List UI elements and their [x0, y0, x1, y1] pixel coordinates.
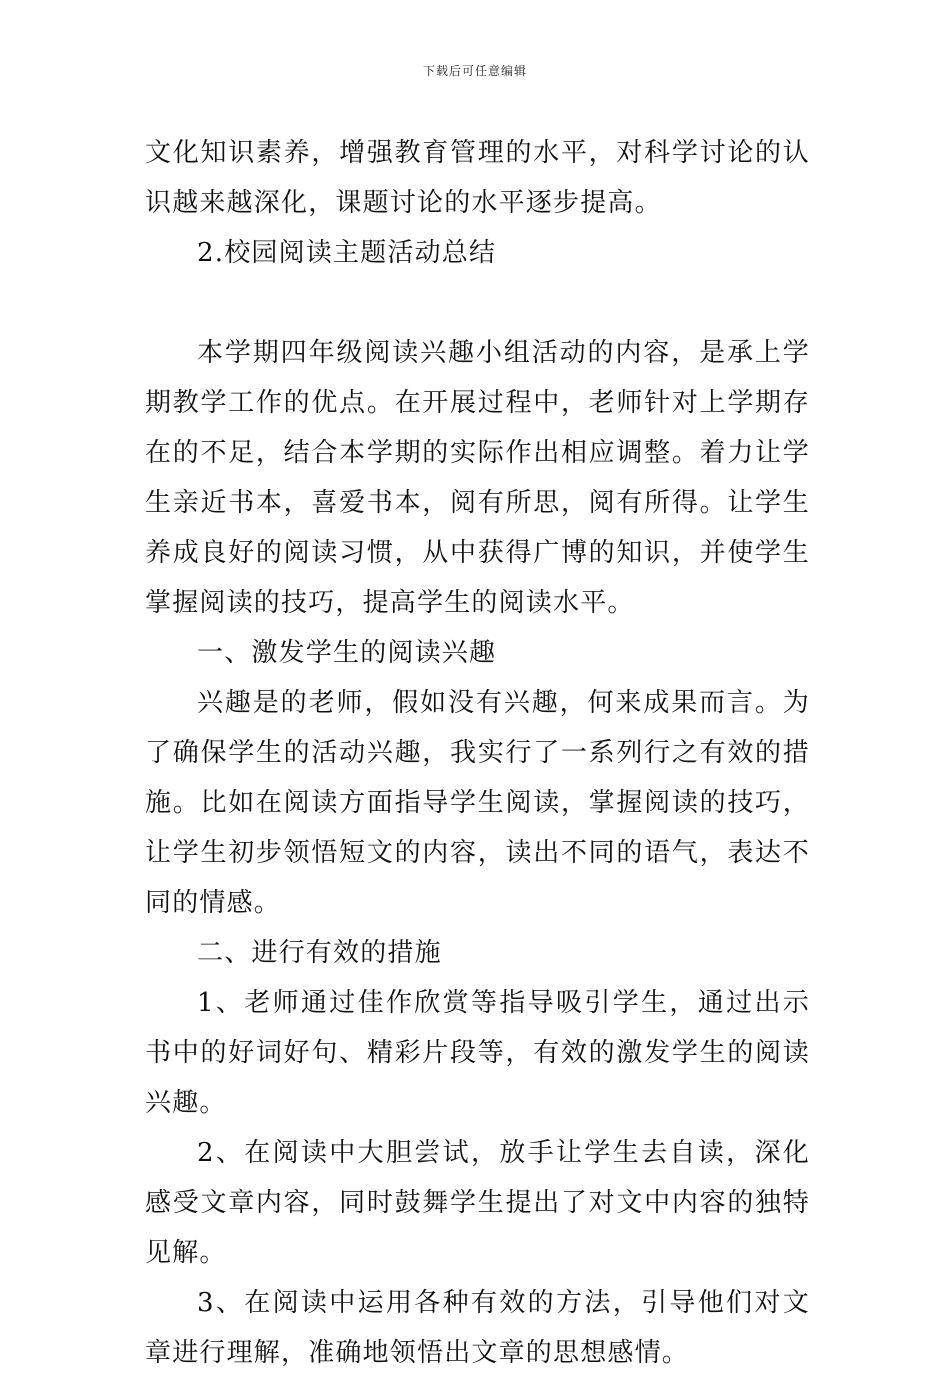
- paragraph-overview: 本学期四年级阅读兴趣小组活动的内容，是承上学期教学工作的优点。在开展过程中，老师针对上学期存在的不足，结合本学期的实际作出相应调整。着力让学生亲近书本，喜爱书本，阅有所思，阅有所得。让学生养成良好的阅读习惯，从中获得广博的知识，并使学生掌握阅读的技巧，提高学生的阅读水平。: [145, 338, 810, 618]
- page-header: 下载后可任意编辑: [422, 64, 527, 78]
- paragraph-measure-1: 1、老师通过佳作欣赏等指导吸引学生，通过出示书中的好词好句、精彩片段等，有效的激发学生的阅读兴趣。: [145, 988, 810, 1118]
- paragraph-measure-3: 3、在阅读中运用各种有效的方法，引导他们对文章进行理解，准确地领悟出文章的思想感情。: [145, 1288, 810, 1368]
- heading-inspire-interest: 一、激发学生的阅读兴趣: [197, 638, 497, 668]
- paragraph-interest: 兴趣是的老师，假如没有兴趣，何来成果而言。为了确保学生的活动兴趣，我实行了一系列行之有效的措施。比如在阅读方面指导学生阅读，掌握阅读的技巧，让学生初步领悟短文的内容，读出不同的语气，表达不同的情感。: [145, 688, 810, 918]
- paragraph-measure-2: 2、在阅读中大胆尝试，放手让学生去自读，深化感受文章内容，同时鼓舞学生提出了对文中内容的独特见解。: [145, 1138, 810, 1268]
- section-heading-reading-summary: 2.校园阅读主题活动总结: [197, 238, 497, 268]
- paragraph-intro-continuation: 文化知识素养，增强教育管理的水平，对科学讨论的认识越来越深化，课题讨论的水平逐步提高。: [145, 138, 810, 218]
- document-body: [145, 128, 810, 1378]
- heading-effective-measures: 二、进行有效的措施: [197, 938, 442, 968]
- paragraph-spacer: [145, 278, 810, 328]
